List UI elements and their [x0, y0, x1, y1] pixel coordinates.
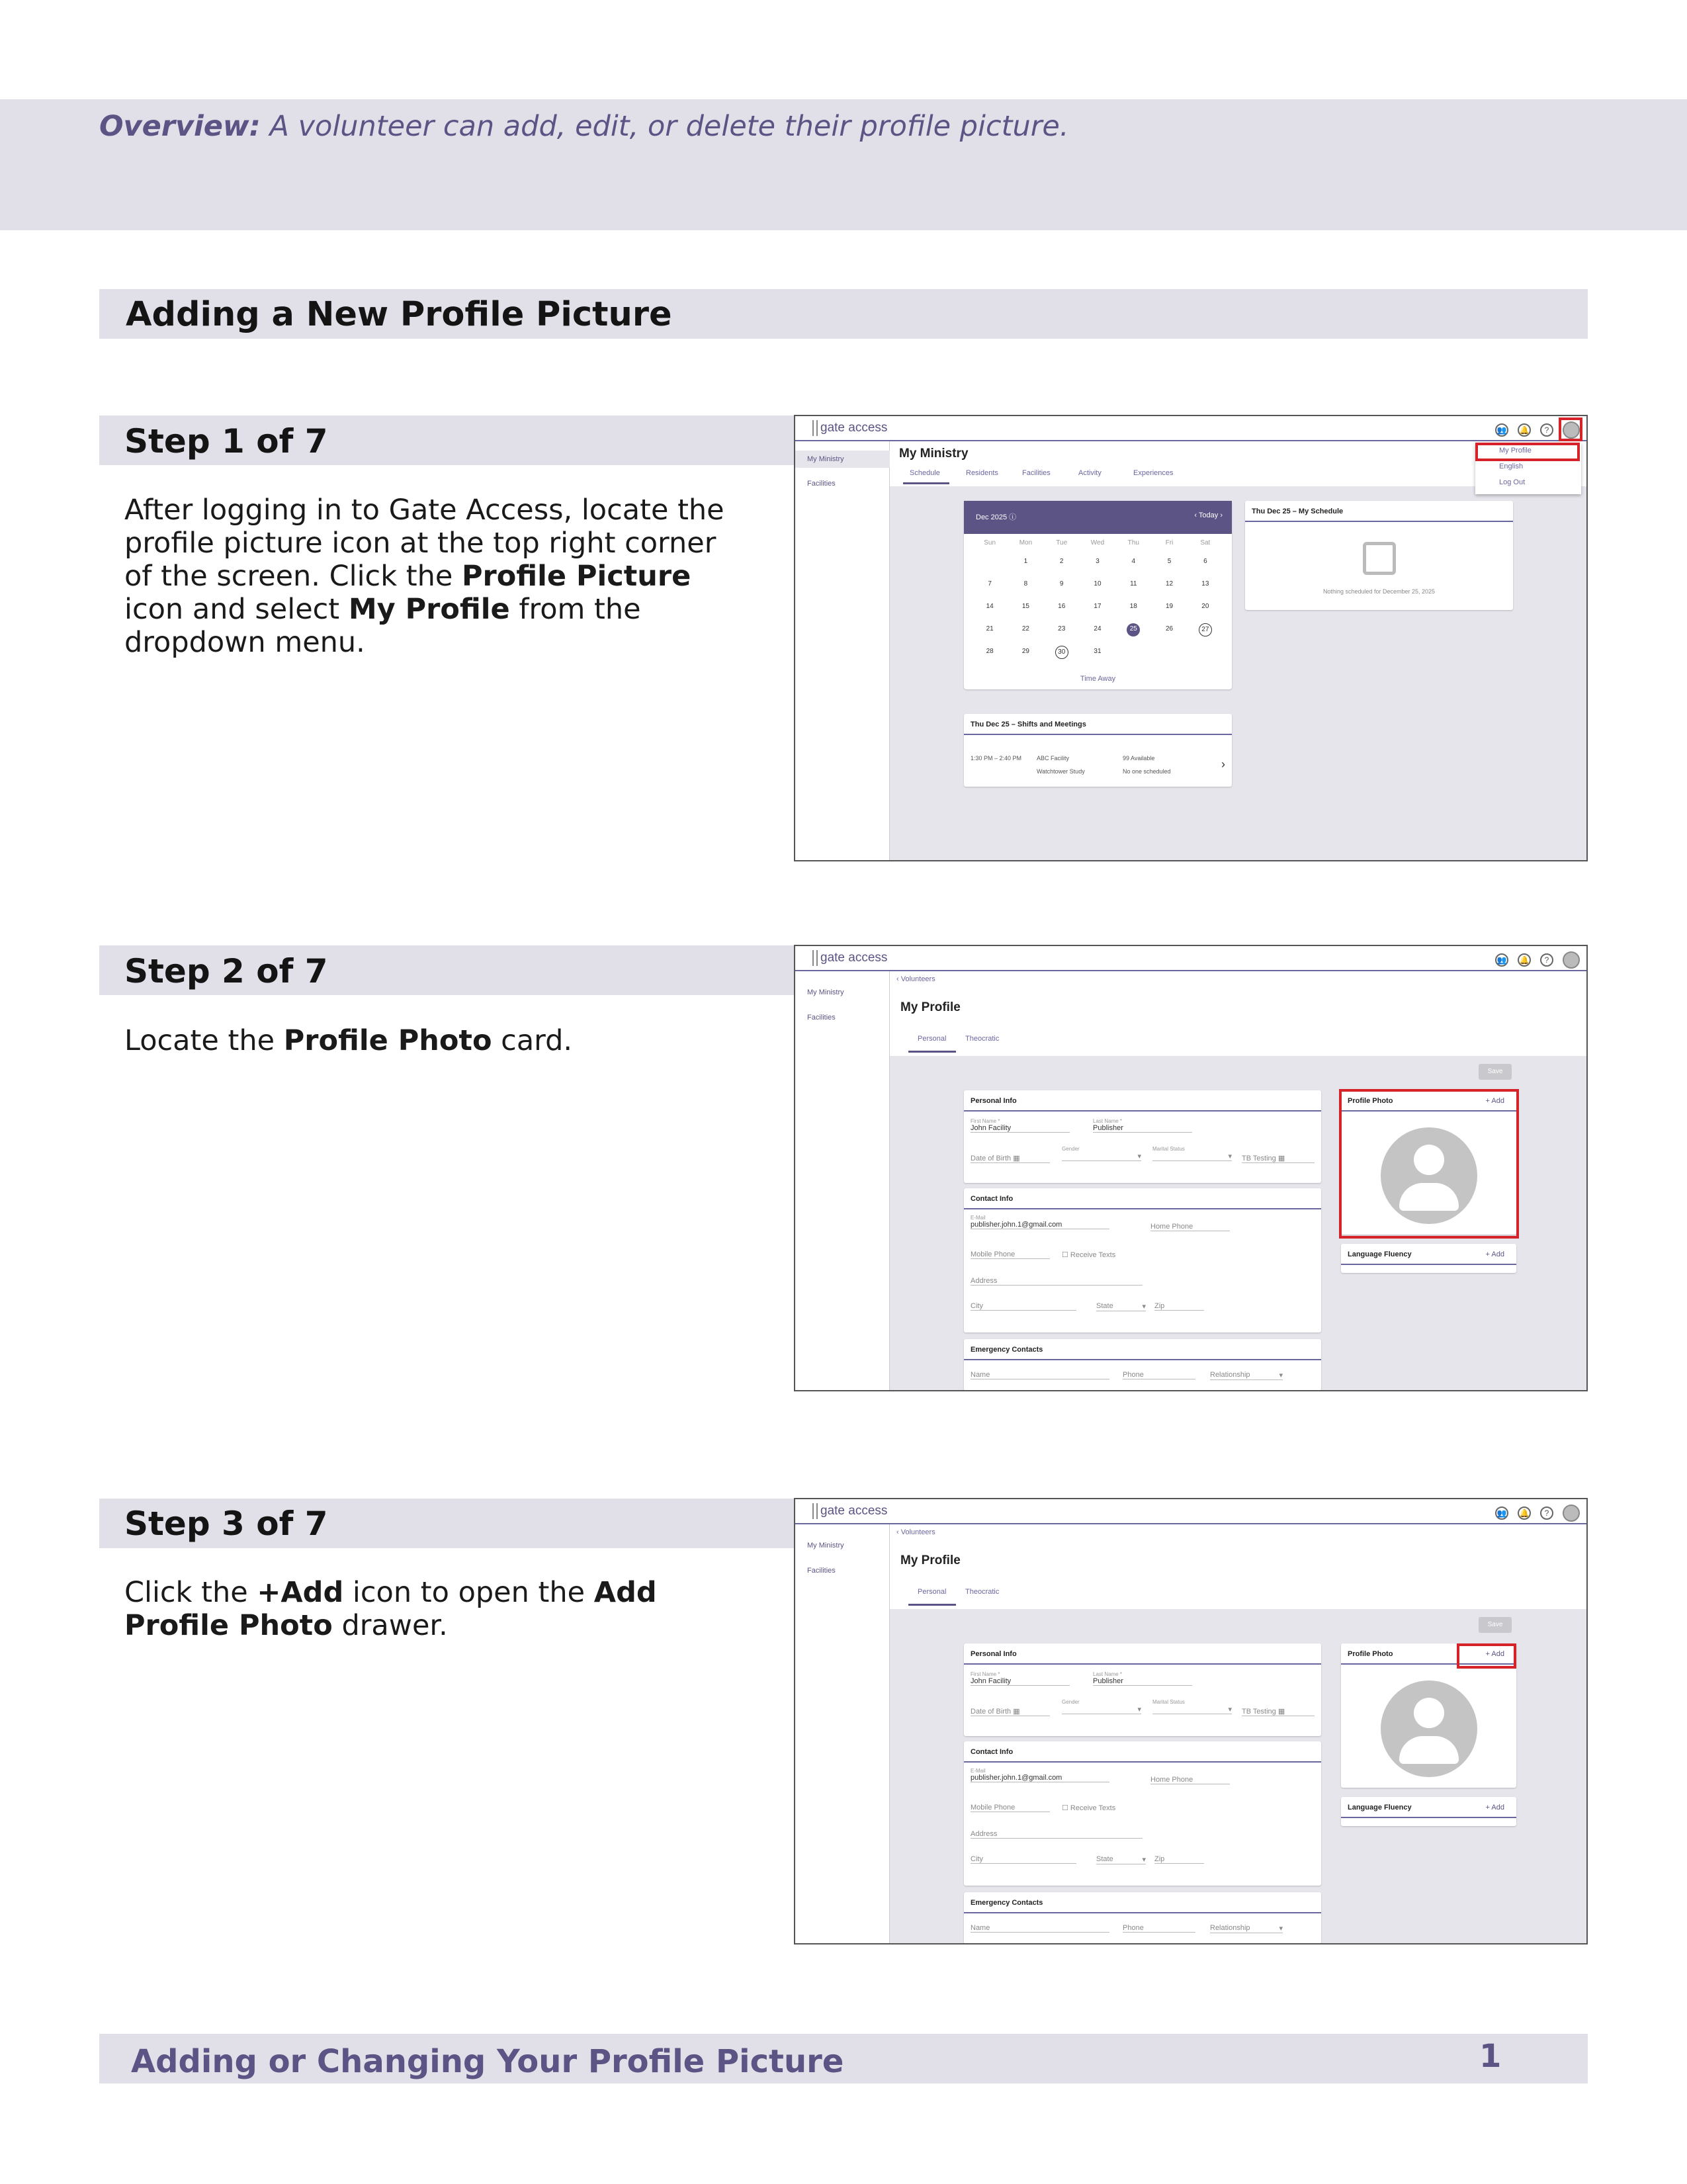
- calendar-day[interactable]: 4: [1131, 558, 1136, 565]
- calendar-day[interactable]: 30: [1055, 646, 1068, 659]
- page-title: My Ministry: [899, 447, 969, 460]
- emergency-name-field[interactable]: Name: [971, 1371, 1109, 1379]
- page-title: My Profile: [900, 1553, 961, 1567]
- app-topbar: [795, 416, 1586, 441]
- app-logo: gate access: [812, 1503, 887, 1519]
- calendar-grid: [972, 539, 1223, 659]
- footer-title: Adding or Changing Your Profile Picture: [131, 2043, 844, 2080]
- calendar-day[interactable]: 21: [986, 625, 994, 633]
- calendar-day[interactable]: 29: [1021, 648, 1029, 655]
- calendar-month: Dec 2025: [976, 513, 1008, 521]
- calendar-day[interactable]: 17: [1094, 603, 1102, 610]
- email-field[interactable]: E-Mail publisher.john.1@gmail.com: [971, 1215, 1109, 1229]
- tb-testing-field[interactable]: TB Testing ▦: [1242, 1707, 1315, 1716]
- last-name-field[interactable]: Last Name * Publisher: [1093, 1671, 1192, 1686]
- shifts-card: [964, 714, 1232, 787]
- sidebar-item-my-ministry[interactable]: My Ministry: [795, 451, 890, 468]
- profile-header: [890, 1524, 1586, 1609]
- save-button[interactable]: Save: [1479, 1617, 1512, 1633]
- profile-header: [890, 971, 1586, 1056]
- personal-info-title: Personal Info: [964, 1643, 1321, 1665]
- people-icon[interactable]: 👥: [1495, 1507, 1508, 1520]
- emergency-phone-field[interactable]: Phone: [1123, 1924, 1195, 1933]
- help-icon[interactable]: ?: [1540, 1507, 1553, 1520]
- calendar-day[interactable]: 12: [1166, 580, 1174, 588]
- relationship-select[interactable]: Relationship ▾: [1210, 1924, 1283, 1933]
- language-fluency-card: [1341, 1797, 1516, 1826]
- calendar-day[interactable]: 22: [1021, 625, 1029, 633]
- calendar-day: [983, 556, 996, 569]
- receive-texts-checkbox[interactable]: ☐ Receive Texts: [1062, 1804, 1116, 1812]
- shift-type: Watchtower Study: [1037, 768, 1085, 775]
- today-button[interactable]: ‹ Today ›: [1194, 511, 1223, 519]
- calendar-day[interactable]: 1: [1023, 558, 1028, 565]
- calendar-day[interactable]: 2: [1059, 558, 1064, 565]
- calendar-day[interactable]: 10: [1094, 580, 1102, 588]
- tab-theocratic[interactable]: Theocratic: [965, 1035, 1000, 1043]
- my-schedule-title: Thu Dec 25 – My Schedule: [1245, 501, 1513, 522]
- calendar-day[interactable]: 19: [1166, 603, 1174, 610]
- highlight-add-button: [1457, 1643, 1516, 1669]
- people-icon[interactable]: 👥: [1495, 423, 1508, 437]
- time-away-link[interactable]: Time Away: [1080, 675, 1116, 683]
- tab-theocratic[interactable]: Theocratic: [965, 1588, 1000, 1596]
- tab-underline: [908, 1051, 956, 1053]
- emergency-contacts-card: [964, 1339, 1321, 1391]
- calendar-day[interactable]: 15: [1021, 603, 1029, 610]
- step-3-text: Click the +Add icon to open the Add Profile Photo drawer.: [124, 1576, 657, 1642]
- calendar-day[interactable]: 8: [1023, 580, 1028, 588]
- step-3-title: Step 3 of 7: [124, 1505, 328, 1543]
- calendar-icon: [1363, 542, 1396, 575]
- sidebar: [795, 971, 890, 1390]
- chevron-right-icon[interactable]: ›: [1221, 758, 1225, 771]
- relationship-select[interactable]: Relationship ▾: [1210, 1371, 1283, 1379]
- calendar-day[interactable]: 9: [1059, 580, 1064, 588]
- calendar-day[interactable]: 31: [1094, 648, 1102, 655]
- weekday-label: Sun: [984, 539, 996, 546]
- emergency-contacts-title: Emergency Contacts: [964, 1892, 1321, 1913]
- menu-item-log-out[interactable]: Log Out: [1499, 478, 1526, 486]
- calendar-day[interactable]: 14: [986, 603, 994, 610]
- state-select[interactable]: State ▾: [1096, 1302, 1146, 1311]
- bell-icon[interactable]: 🔔: [1518, 1507, 1531, 1520]
- shift-none: No one scheduled: [1123, 768, 1171, 775]
- contact-info-card: [964, 1188, 1321, 1332]
- calendar-day[interactable]: 16: [1058, 603, 1066, 610]
- menu-item-my-profile[interactable]: My Profile: [1499, 447, 1532, 455]
- app-logo: gate access: [812, 420, 887, 436]
- bell-icon[interactable]: 🔔: [1518, 423, 1531, 437]
- gender-select[interactable]: Gender ▾: [1062, 1699, 1141, 1714]
- emergency-contacts-title: Emergency Contacts: [964, 1339, 1321, 1360]
- tab-underline: [903, 482, 949, 484]
- step-1-text: After logging in to Gate Access, locate the profile picture icon at the top right corner of the screen. Click the Profile Picture icon and select My Profile from the dropdown menu.: [124, 494, 724, 659]
- language-fluency-card: [1341, 1244, 1516, 1273]
- step-1-screenshot: [794, 415, 1588, 861]
- last-name-field[interactable]: Last Name * Publisher: [1093, 1118, 1192, 1133]
- shift-time: 1:30 PM – 2:40 PM: [971, 755, 1022, 762]
- section-title: Adding a New Profile Picture: [126, 295, 672, 334]
- sidebar-item-facilities[interactable]: Facilities: [807, 1014, 836, 1022]
- zip-field[interactable]: Zip: [1154, 1302, 1204, 1311]
- calendar-header: Dec 2025 ⓘ ‹ Today ›: [964, 501, 1232, 534]
- calendar-day[interactable]: 27: [1199, 623, 1212, 636]
- add-photo-button[interactable]: + Add: [1485, 1650, 1504, 1658]
- overview-label: Overview:: [99, 110, 261, 143]
- calendar-day[interactable]: 11: [1130, 580, 1137, 588]
- home-phone-field[interactable]: Home Phone: [1150, 1223, 1230, 1231]
- first-name-field[interactable]: First Name * John Facility: [971, 1118, 1070, 1133]
- schedule-empty-text: Nothing scheduled for December 25, 2025: [1322, 588, 1436, 595]
- calendar-day: [1163, 646, 1176, 659]
- bell-icon[interactable]: 🔔: [1518, 953, 1531, 967]
- sidebar-item-facilities[interactable]: Facilities: [807, 1567, 836, 1575]
- emergency-name-field[interactable]: Name: [971, 1924, 1109, 1933]
- personal-info-card: [964, 1090, 1321, 1183]
- language-fluency-title: Language Fluency: [1341, 1797, 1516, 1818]
- sidebar: [795, 1524, 890, 1943]
- calendar-day[interactable]: 13: [1201, 580, 1209, 588]
- weekday-label: Tue: [1056, 539, 1068, 546]
- profile-photo-title: Profile Photo: [1341, 1090, 1516, 1112]
- app-topbar: [795, 1499, 1586, 1524]
- gender-select[interactable]: Gender ▾: [1062, 1146, 1141, 1160]
- calendar-day[interactable]: 23: [1058, 625, 1066, 633]
- calendar-day[interactable]: 7: [988, 580, 992, 588]
- home-phone-field[interactable]: Home Phone: [1150, 1776, 1230, 1784]
- email-field[interactable]: E-Mail publisher.john.1@gmail.com: [971, 1768, 1109, 1782]
- mobile-phone-field[interactable]: Mobile Phone: [971, 1804, 1050, 1812]
- highlight-profile-photo-card: [1339, 1089, 1519, 1239]
- sidebar-item-facilities[interactable]: Facilities: [807, 480, 836, 488]
- calendar-day[interactable]: 28: [986, 648, 994, 655]
- page-title: My Profile: [900, 1000, 961, 1014]
- tab-schedule[interactable]: Schedule: [910, 469, 940, 477]
- marital-status-select[interactable]: Marital Status ▾: [1152, 1146, 1232, 1160]
- sidebar-item-my-ministry[interactable]: My Ministry: [807, 1542, 844, 1550]
- menu-item-english[interactable]: English: [1499, 462, 1524, 470]
- address-field[interactable]: Address: [971, 1277, 1143, 1286]
- dob-field[interactable]: Date of Birth ▦: [971, 1154, 1050, 1163]
- back-volunteers-link[interactable]: ‹ Volunteers: [896, 1528, 935, 1536]
- calendar-day: [1127, 646, 1140, 659]
- contact-info-card: [964, 1741, 1321, 1886]
- calendar-day[interactable]: 24: [1094, 625, 1102, 633]
- emergency-phone-field[interactable]: Phone: [1123, 1371, 1195, 1379]
- emergency-contacts-card: [964, 1892, 1321, 1944]
- step-1-title: Step 1 of 7: [124, 422, 328, 460]
- tab-underline: [908, 1604, 956, 1606]
- profile-photo-title: Profile Photo: [1341, 1643, 1516, 1665]
- dob-field[interactable]: Date of Birth ▦: [971, 1707, 1050, 1716]
- city-field[interactable]: City: [971, 1302, 1076, 1311]
- tab-personal[interactable]: Personal: [918, 1588, 947, 1596]
- app-logo: gate access: [812, 950, 887, 966]
- weekday-label: Fri: [1165, 539, 1174, 546]
- calendar-day[interactable]: 26: [1166, 625, 1174, 633]
- state-select[interactable]: State ▾: [1096, 1855, 1146, 1864]
- help-icon[interactable]: ?: [1540, 953, 1553, 967]
- tab-experiences[interactable]: Experiences: [1133, 469, 1174, 477]
- add-language-button[interactable]: + Add: [1485, 1804, 1504, 1812]
- city-field[interactable]: City: [971, 1855, 1076, 1864]
- add-photo-button[interactable]: + Add: [1485, 1097, 1504, 1105]
- shift-available: 99 Available: [1123, 755, 1155, 762]
- highlight-my-profile: [1475, 443, 1580, 461]
- overview-text: A volunteer can add, edit, or delete their profile picture.: [269, 110, 1069, 143]
- tab-residents[interactable]: Residents: [966, 469, 998, 477]
- sidebar-item-my-ministry[interactable]: My Ministry: [807, 988, 844, 996]
- weekday-label: Thu: [1127, 539, 1139, 546]
- receive-texts-checkbox[interactable]: ☐ Receive Texts: [1062, 1251, 1116, 1259]
- weekday-label: Mon: [1019, 539, 1033, 546]
- overview: [99, 110, 1069, 143]
- contact-info-title: Contact Info: [964, 1741, 1321, 1763]
- personal-info-card: [964, 1643, 1321, 1736]
- calendar-day[interactable]: 6: [1203, 558, 1207, 565]
- shifts-title: Thu Dec 25 – Shifts and Meetings: [964, 714, 1232, 735]
- calendar-day[interactable]: 18: [1129, 603, 1137, 610]
- calendar-day[interactable]: 3: [1096, 558, 1100, 565]
- first-name-field[interactable]: First Name * John Facility: [971, 1671, 1070, 1686]
- weekday-label: Wed: [1090, 539, 1105, 546]
- sidebar: [795, 441, 890, 860]
- tab-activity[interactable]: Activity: [1078, 469, 1102, 477]
- language-fluency-title: Language Fluency: [1341, 1244, 1516, 1265]
- profile-picture-icon[interactable]: [1563, 951, 1580, 969]
- profile-picture-icon[interactable]: [1563, 1505, 1580, 1522]
- add-language-button[interactable]: + Add: [1485, 1250, 1504, 1258]
- calendar-day: [1199, 646, 1212, 659]
- default-avatar-icon: [1381, 1681, 1477, 1777]
- page-number: 1: [1479, 2038, 1502, 2075]
- tab-facilities[interactable]: Facilities: [1022, 469, 1051, 477]
- step-2-text: Locate the Profile Photo card.: [124, 1024, 573, 1057]
- step-2-screenshot: [794, 945, 1588, 1391]
- calendar-card: [964, 501, 1232, 689]
- address-field[interactable]: Address: [971, 1830, 1143, 1839]
- help-icon[interactable]: ?: [1540, 423, 1553, 437]
- step-2-title: Step 2 of 7: [124, 952, 328, 990]
- personal-info-title: Personal Info: [964, 1090, 1321, 1112]
- my-schedule-card: [1245, 501, 1513, 610]
- calendar-day[interactable]: 25: [1127, 623, 1140, 636]
- tb-testing-field[interactable]: TB Testing ▦: [1242, 1154, 1315, 1163]
- zip-field[interactable]: Zip: [1154, 1855, 1204, 1864]
- marital-status-select[interactable]: Marital Status ▾: [1152, 1699, 1232, 1714]
- mobile-phone-field[interactable]: Mobile Phone: [971, 1250, 1050, 1259]
- weekday-label: Sat: [1200, 539, 1211, 546]
- back-volunteers-link[interactable]: ‹ Volunteers: [896, 975, 935, 983]
- save-button[interactable]: Save: [1479, 1064, 1512, 1080]
- step-3-screenshot: [794, 1498, 1588, 1944]
- tab-personal[interactable]: Personal: [918, 1035, 947, 1043]
- calendar-day[interactable]: 20: [1201, 603, 1209, 610]
- calendar-day[interactable]: 5: [1167, 558, 1172, 565]
- contact-info-title: Contact Info: [964, 1188, 1321, 1209]
- app-topbar: [795, 946, 1586, 971]
- shift-place: ABC Facility: [1037, 755, 1070, 762]
- people-icon[interactable]: 👥: [1495, 953, 1508, 967]
- highlight-profile-icon: [1559, 417, 1582, 441]
